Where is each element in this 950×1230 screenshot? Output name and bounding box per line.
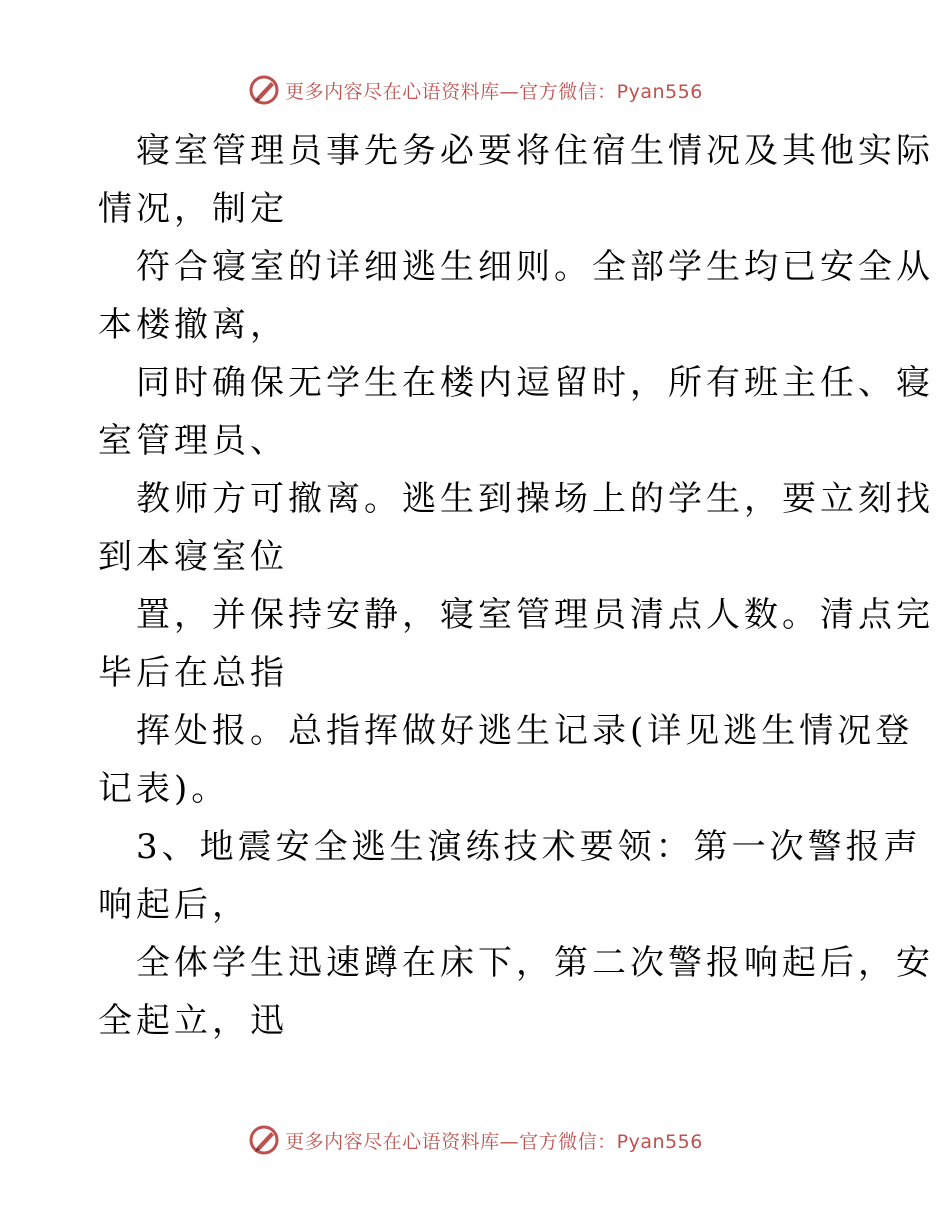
header-banner-text: 更多内容尽在心语资料库—官方微信：Pyan556 (285, 80, 703, 103)
body-line: 全起立，迅 (98, 1001, 288, 1041)
header-banner (0, 70, 950, 110)
body-line: 响起后， (98, 885, 250, 925)
pen-logo-icon (247, 73, 281, 107)
footer-banner-text: 更多内容尽在心语资料库—官方微信：Pyan556 (285, 1130, 703, 1153)
body-line: 挥处报。总指挥做好逃生记录(详见逃生情况登 (136, 711, 914, 751)
footer-banner (0, 1120, 950, 1160)
body-line: 教师方可撤离。逃生到操场上的学生，要立刻找 (136, 479, 934, 519)
body-line: 本楼撤离， (98, 305, 288, 345)
body-line: 置，并保持安静，寝室管理员清点人数。清点完 (136, 595, 934, 635)
body-line: 3、地震安全逃生演练技术要领：第一次警报声 (136, 827, 922, 867)
document-body (98, 122, 934, 1050)
body-line: 同时确保无学生在楼内逗留时，所有班主任、寝 (136, 363, 934, 403)
body-line: 全体学生迅速蹲在床下，第二次警报响起后，安 (136, 943, 934, 983)
pen-logo-icon (247, 1123, 281, 1157)
body-line: 情况，制定 (98, 189, 288, 229)
body-line: 毕后在总指 (98, 653, 288, 693)
body-line: 室管理员、 (98, 421, 288, 461)
body-line: 符合寝室的详细逃生细则。全部学生均已安全从 (136, 247, 934, 287)
body-line: 到本寝室位 (98, 537, 288, 577)
body-line: 寝室管理员事先务必要将住宿生情况及其他实际 (136, 131, 934, 171)
body-line: 记表)。 (98, 769, 230, 809)
